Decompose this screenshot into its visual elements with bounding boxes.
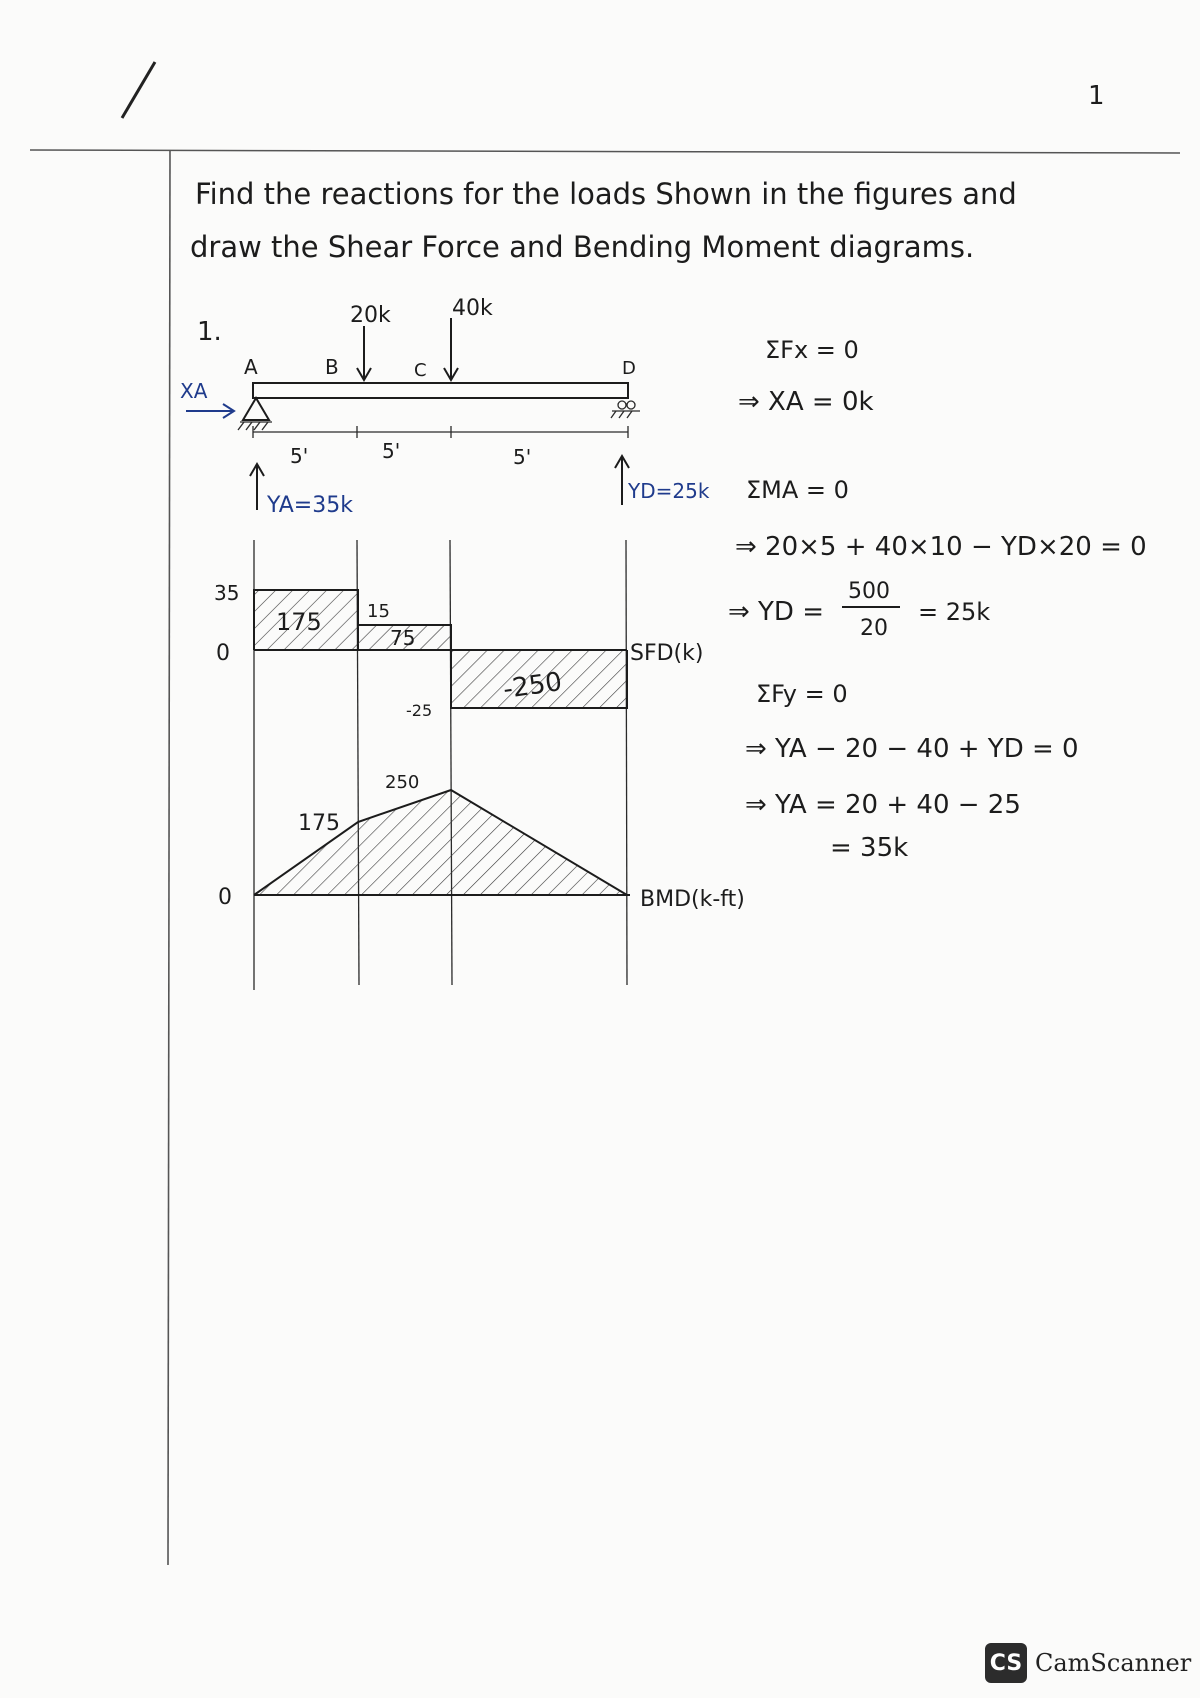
span-label-bc: 5' <box>382 439 401 463</box>
problem-statement-line1: Find the reactions for the loads Shown in the figures and <box>195 177 1017 211</box>
point-label-b: B <box>325 355 339 379</box>
reaction-arrow-a <box>250 464 264 510</box>
dimension-line <box>253 426 628 438</box>
reaction-d-label: YD=25k <box>628 479 710 503</box>
bmd-triangle <box>254 790 627 895</box>
camscanner-logo: CS <box>985 1643 1027 1683</box>
sfd-value-15: 15 <box>367 601 390 622</box>
eq-yd-prefix: ⇒ YD = <box>728 597 825 627</box>
eq-xa-result: ⇒ XA = 0k <box>738 387 874 417</box>
sfd-value-neg25: -25 <box>406 701 433 720</box>
point-label-d: D <box>622 358 636 379</box>
load-label-40k: 40k <box>452 296 493 321</box>
sfd-axis-top-value: 35 <box>214 581 240 605</box>
margin-rule <box>30 150 1180 153</box>
eq-sum-ma: ΣMA = 0 <box>746 476 849 504</box>
point-label-c: C <box>414 360 427 381</box>
load-label-20k: 20k <box>350 303 391 328</box>
xa-arrow <box>186 404 234 418</box>
beam <box>253 383 628 398</box>
sfd-axis-zero: 0 <box>216 641 230 666</box>
reaction-a-label: YA=35k <box>267 493 353 518</box>
sfd-label: SFD(k) <box>630 641 704 666</box>
eq-yd-denominator: 20 <box>860 616 888 641</box>
bmd-value-250: 250 <box>385 772 420 793</box>
pin-support-a <box>238 398 272 430</box>
camscanner-watermark <box>985 1640 1191 1686</box>
load-arrow-b <box>357 326 371 380</box>
eq-sum-fx: ΣFx = 0 <box>765 336 859 364</box>
sfd-area-175: 175 <box>276 608 322 636</box>
point-label-a: A <box>244 355 258 379</box>
sfd-area-75: 75 <box>390 626 416 650</box>
eq-ya-result: = 35k <box>830 833 909 863</box>
eq-sum-fy: ΣFy = 0 <box>756 680 848 708</box>
roller-support-d <box>611 401 640 418</box>
eq-ya-expression: ⇒ YA = 20 + 40 − 25 <box>745 790 1021 820</box>
reaction-arrow-d <box>615 456 629 505</box>
eq-yd-numerator: 500 <box>848 579 890 604</box>
bmd-value-175: 175 <box>298 811 340 836</box>
corner-slash-mark <box>122 62 155 118</box>
camscanner-text: CamScanner <box>1035 1649 1192 1677</box>
span-label-cd: 5' <box>513 445 532 469</box>
load-arrow-c <box>444 318 458 380</box>
vertical-margin-line <box>168 150 170 1565</box>
bmd-label: BMD(k-ft) <box>640 887 745 912</box>
xa-label: XA <box>180 379 208 403</box>
eq-yd-result: = 25k <box>918 598 991 626</box>
bmd-axis-zero: 0 <box>218 885 232 910</box>
span-label-ab: 5' <box>290 444 309 468</box>
eq-vertical-sum: ⇒ YA − 20 − 40 + YD = 0 <box>745 734 1079 764</box>
page-number: 1 <box>1088 81 1105 111</box>
problem-number: 1. <box>197 317 222 347</box>
sfd-area-neg250: -250 <box>501 667 564 706</box>
eq-moment-sum: ⇒ 20×5 + 40×10 − YD×20 = 0 <box>735 532 1147 562</box>
problem-statement-line2: draw the Shear Force and Bending Moment diagrams. <box>190 230 975 264</box>
